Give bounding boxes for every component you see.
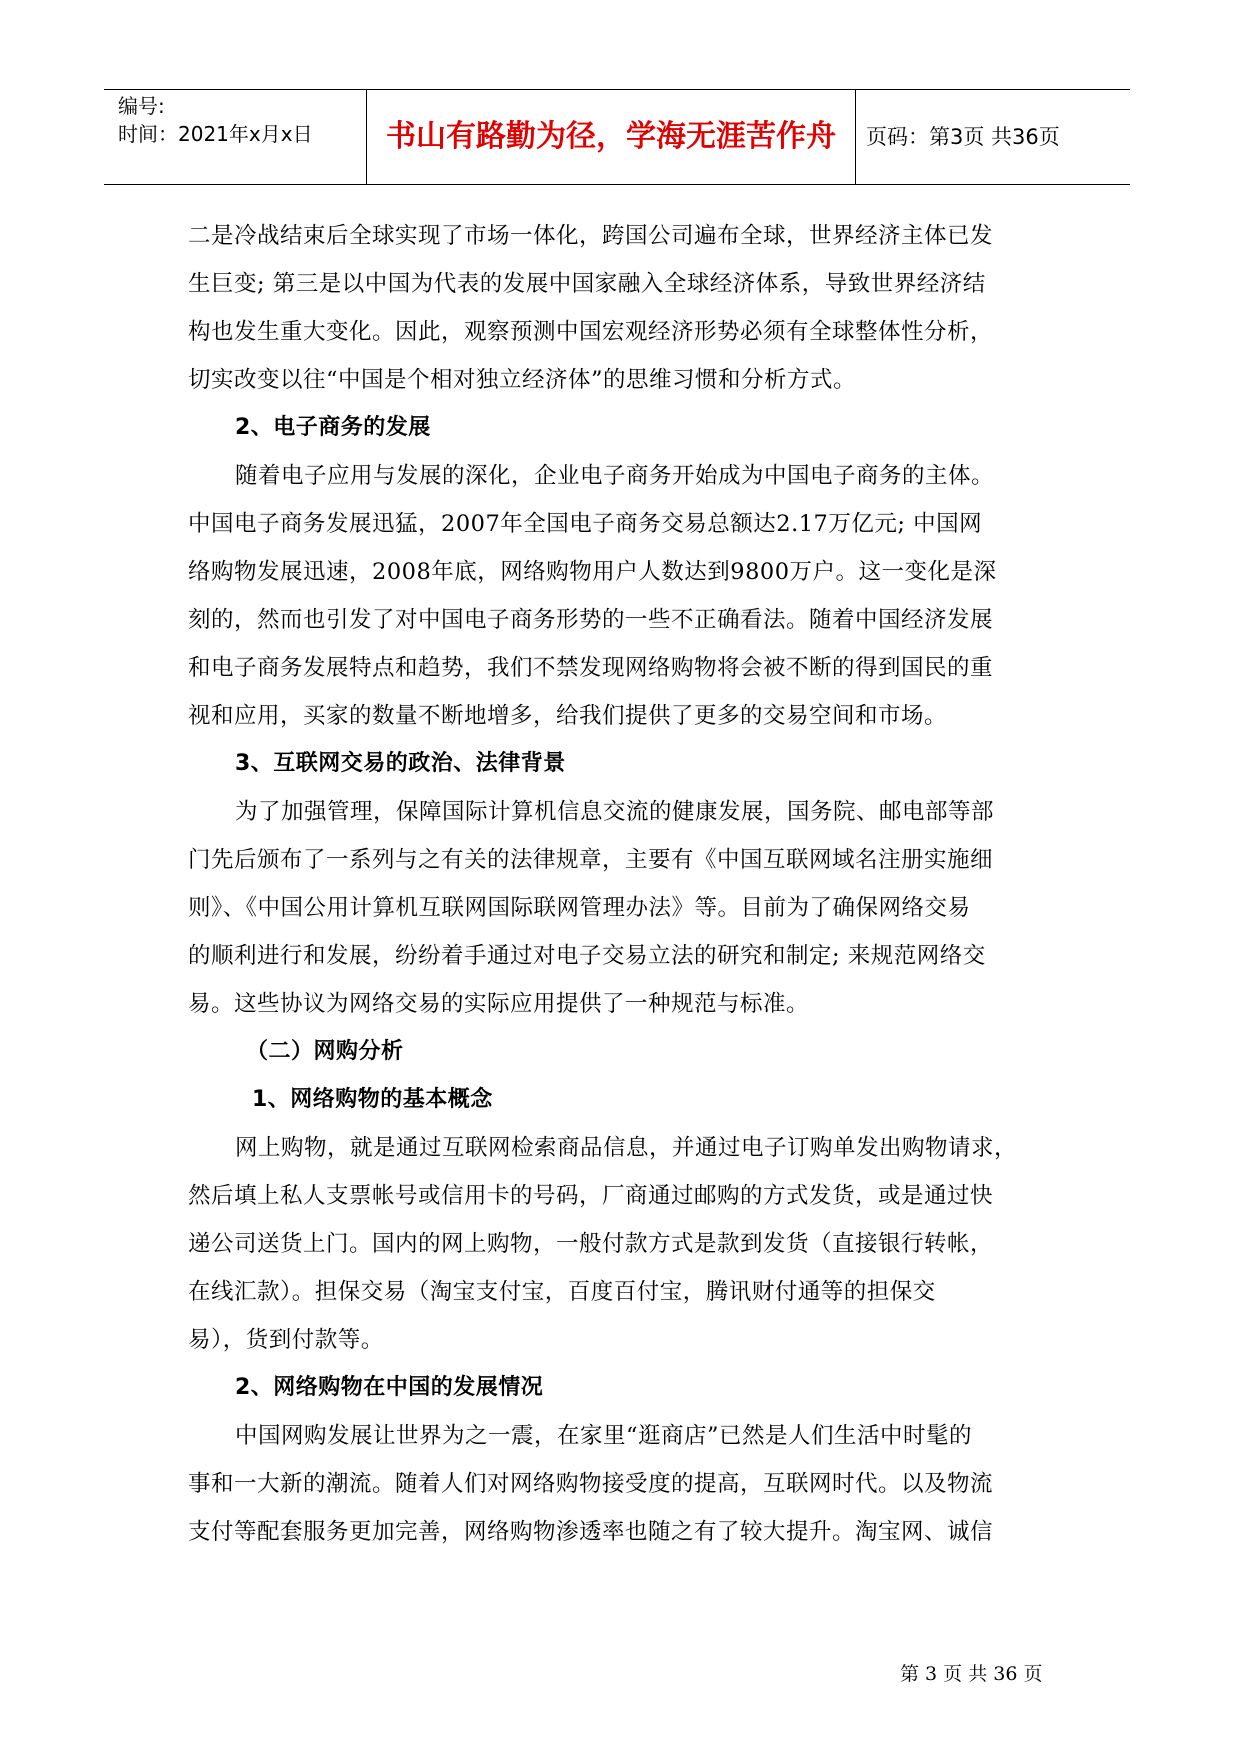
- header-meta-cell: [104, 90, 366, 184]
- body-line: 和电子商务发展特点和趋势，我们不禁发现网络购物将会被不断的得到国民的重: [188, 655, 994, 681]
- body-line: 视和应用，买家的数量不断地增多，给我们提供了更多的交易空间和市场。: [188, 703, 948, 729]
- body-line: 中国电子商务发展迅猛，2007年全国电子商务交易总额达2.17万亿元; 中国网: [188, 511, 983, 537]
- body-line: 网上购物，就是通过互联网检索商品信息，并通过电子订购单发出购物请求，: [235, 1135, 1018, 1161]
- body-line: 递公司送货上门。国内的网上购物，一般付款方式是款到发货（直接银行转帐，: [188, 1231, 994, 1257]
- body-line: 二是冷战结束后全球实现了市场一体化，跨国公司遍布全球，世界经济主体已发: [188, 223, 994, 249]
- body-line: 门先后颁布了一系列与之有关的法律规章，主要有《中国互联网域名注册实施细: [188, 847, 994, 873]
- section-heading: （二）网购分析: [246, 1039, 404, 1064]
- header-page-cell: [856, 90, 1130, 184]
- body-line: 的顺利进行和发展，纷纷着手通过对电子交易立法的研究和制定; 来规范网络交: [188, 943, 986, 969]
- body-line: 随着电子应用与发展的深化，企业电子商务开始成为中国电子商务的主体。: [235, 463, 995, 489]
- body-line: 然后填上私人支票帐号或信用卡的号码，厂商通过邮购的方式发货，或是通过快: [188, 1183, 994, 1209]
- body-line: 生巨变; 第三是以中国为代表的发展中国家融入全球经济体系，导致世界经济结: [188, 271, 986, 297]
- body-line: 则》、《中国公用计算机互联网国际联网管理办法》等。目前为了确保网络交易: [188, 895, 971, 921]
- body-line: 中国网购发展让世界为之一震，在家里“逛商店”已然是人们生活中时髦的: [235, 1423, 973, 1449]
- page-footer: 第 3 页 共 36 页: [900, 1663, 1043, 1685]
- header-motto: 书山有路勤为径，学海无涯苦作舟: [386, 119, 836, 154]
- section-heading: 2、网络购物在中国的发展情况: [235, 1375, 544, 1400]
- body-line: 易。这些协议为网络交易的实际应用提供了一种规范与标准。: [188, 991, 810, 1017]
- section-heading: 2、电子商务的发展: [235, 415, 431, 440]
- document-number-label: 编号:: [118, 94, 165, 118]
- body-line: 在线汇款）。担保交易（淘宝支付宝，百度百付宝，腾讯财付通等的担保交: [188, 1279, 936, 1305]
- header-page-number: 页码：第3页 共36页: [866, 125, 1060, 149]
- header-motto-cell: [366, 90, 856, 184]
- body-line: 支付等配套服务更加完善，网络购物渗透率也随之有了较大提升。淘宝网、诚信: [188, 1519, 994, 1545]
- body-line: 为了加强管理，保障国际计算机信息交流的健康发展，国务院、邮电部等部: [235, 799, 995, 825]
- body-line: 事和一大新的潮流。随着人们对网络购物接受度的提高，互联网时代。以及物流: [188, 1471, 994, 1497]
- page-header: [104, 89, 1130, 185]
- document-time-label: 时间：2021年x月x日: [118, 122, 313, 146]
- section-heading: 1、网络购物的基本概念: [252, 1087, 493, 1112]
- section-heading: 3、互联网交易的政治、法律背景: [235, 751, 566, 776]
- body-line: 切实改变以往“中国是个相对独立经济体”的思维习惯和分析方式。: [188, 367, 857, 393]
- body-line: 易），货到付款等。: [188, 1327, 384, 1353]
- document-body: [188, 212, 1068, 1556]
- body-line: 络购物发展迅速，2008年底，网络购物用户人数达到9800万户。这一变化是深: [188, 559, 997, 585]
- body-line: 刻的，然而也引发了对中国电子商务形势的一些不正确看法。随着中国经济发展: [188, 607, 994, 633]
- body-line: 构也发生重大变化。因此，观察预测中国宏观经济形势必须有全球整体性分析，: [188, 319, 994, 345]
